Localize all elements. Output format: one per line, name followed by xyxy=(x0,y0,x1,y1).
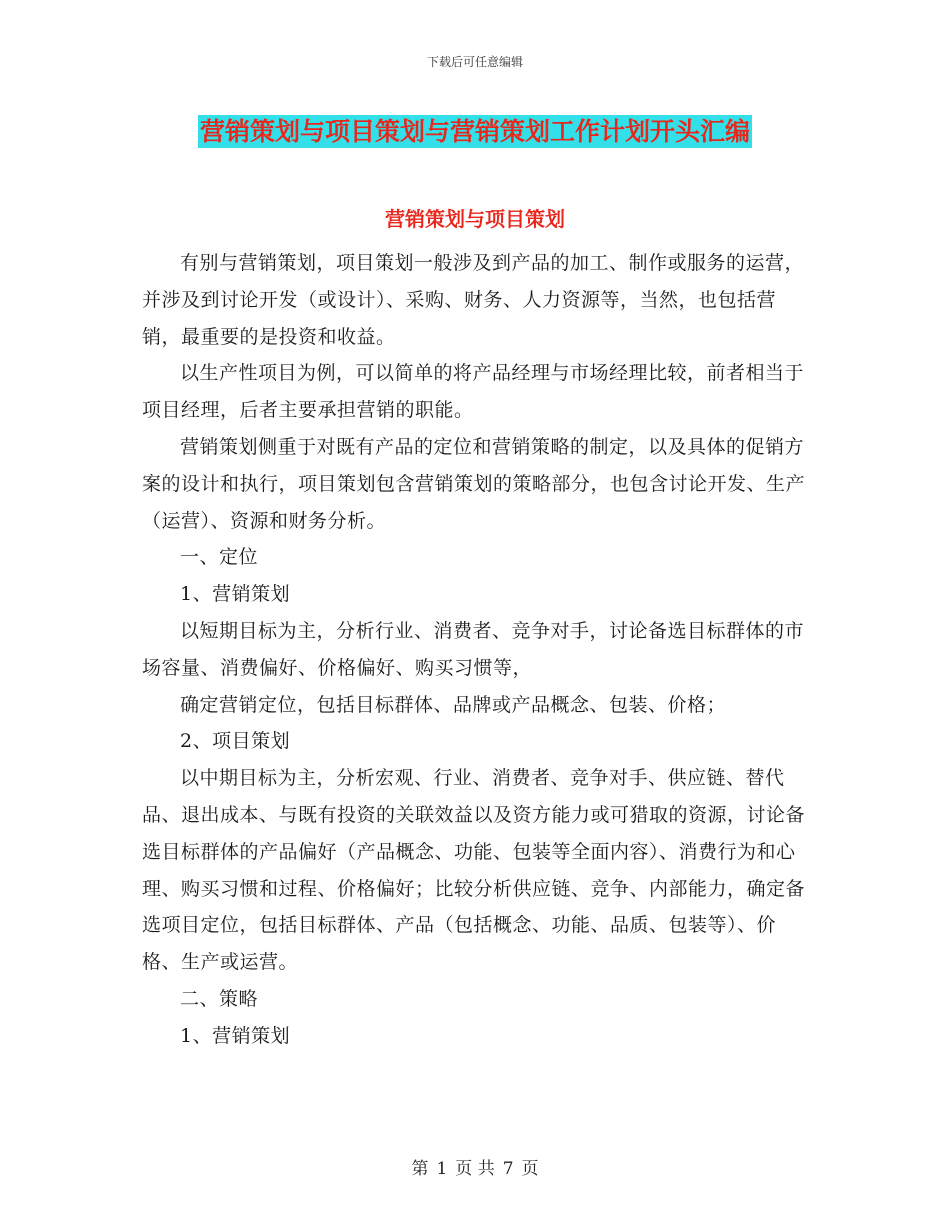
page-number: 1 xyxy=(436,1159,448,1179)
header-note: 下载后可任意编辑 xyxy=(426,55,523,69)
document-body xyxy=(142,245,812,1055)
document-title-text: 营销策划与项目策划与营销策划工作计划开头汇编 xyxy=(199,117,750,146)
paragraph: 以生产性项目为例，可以简单的将产品经理与市场经理比较，前者相当于项目经理，后者主要承担营销的职能。 xyxy=(142,362,805,422)
footer-suffix: 页 xyxy=(521,1159,539,1179)
page-footer xyxy=(0,1154,950,1179)
subheading-marketing-plan-2: 1、营销策划 xyxy=(180,1024,291,1047)
footer-mid: 页 共 xyxy=(455,1159,495,1179)
document-title xyxy=(0,112,950,148)
footer-prefix: 第 xyxy=(411,1159,429,1179)
heading-strategy: 二、策略 xyxy=(180,987,259,1010)
paragraph: 有别与营销策划，项目策划一般涉及到产品的加工、制作或服务的运营，并涉及到讨论开发（或设计）、采购、财务、人力资源等，当然，也包括营销，最重要的是投资和收益。 xyxy=(142,252,805,348)
subheading-project-plan: 2、项目策划 xyxy=(180,730,291,753)
heading-positioning: 一、定位 xyxy=(180,546,259,569)
total-pages: 7 xyxy=(502,1159,514,1179)
paragraph: 营销策划侧重于对既有产品的定位和营销策略的制定，以及具体的促销方案的设计和执行，项目策划包含营销策划的策略部分，也包含讨论开发、生产（运营）、资源和财务分析。 xyxy=(142,435,806,532)
section-title: 营销策划与项目策划 xyxy=(385,207,565,231)
subheading-marketing-plan: 1、营销策划 xyxy=(180,583,291,606)
paragraph: 以短期目标为主，分析行业、消费者、竞争对手，讨论备选目标群体的市场容量、消费偏好、价格偏好、购买习惯等， xyxy=(142,619,805,679)
paragraph: 确定营销定位，包括目标群体、品牌或产品概念、包装、价格； xyxy=(180,693,727,716)
paragraph: 以中期目标为主，分析宏观、行业、消费者、竞争对手、供应链、替代品、退出成本、与既有投资的关联效益以及资方能力或可猎取的资源，讨论备选目标群体的产品偏好（产品概念、功能、包装等全面内容）、消费行为和心理、购买习惯和过程、价格偏好；比较分析供应链、竞争、内部能力，确定备选项目定位，包括目标群体、产品（包括概念、功能、品质、包装等）、价格、生产或运营。 xyxy=(142,767,806,974)
